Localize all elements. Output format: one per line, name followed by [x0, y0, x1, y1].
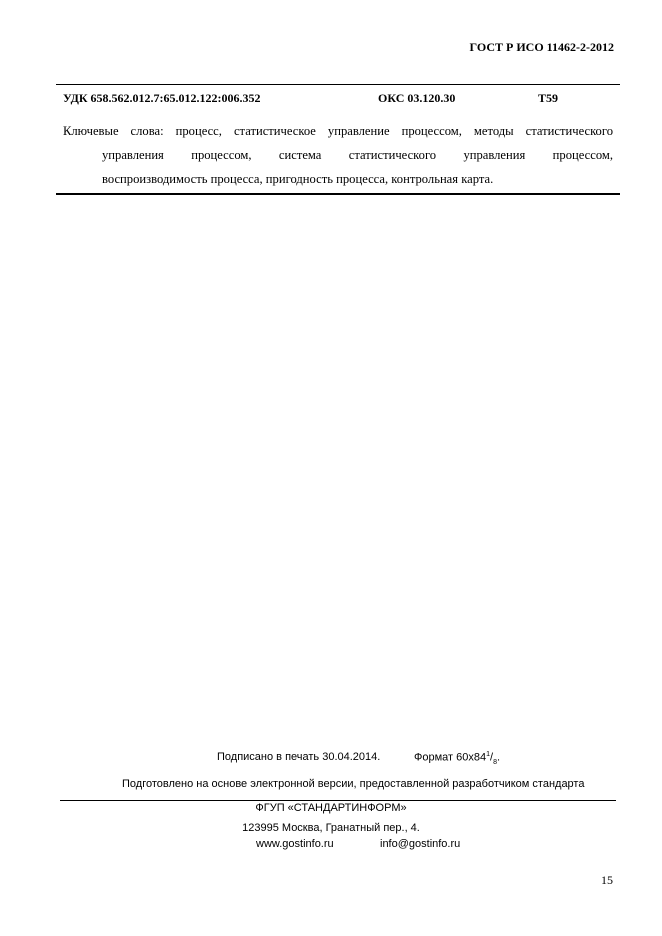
standard-code: ГОСТ Р ИСО 11462-2-2012 [469, 40, 614, 54]
format-prefix: Формат 60х84 [414, 751, 487, 764]
keywords-line: управления процессом, система статистического управления процессом, [102, 148, 613, 162]
signed-date: Подписано в печать 30.04.2014. [217, 751, 381, 763]
footer-divider [60, 800, 616, 801]
section-divider [56, 193, 620, 195]
keywords-block [63, 119, 613, 191]
paper-format: Формат $60х84^1/_8$. [414, 751, 501, 766]
udk-code: УДК 658.562.012.7:65.012.122:006.352 [63, 91, 261, 105]
format-denominator: 8 [493, 758, 497, 766]
format-suffix: . [496, 751, 501, 764]
publisher-name: ФГУП «СТАНДАРТИНФОРМ» [255, 802, 407, 814]
website-link[interactable]: www.gostinfo.ru [256, 838, 334, 850]
email-link[interactable]: info@gostinfo.ru [380, 838, 461, 850]
keywords-line: воспроизводимость процесса, пригодность процесса, контрольная карта. [102, 172, 494, 186]
keywords-line: Ключевые слова: процесс, статистическое управление процессом, методы статистического [63, 124, 613, 138]
top-divider [56, 84, 620, 85]
prepared-note: Подготовлено на основе электронной версии, предоставленной разработчиком стандарта [122, 778, 585, 790]
format-numerator: 1 [486, 751, 491, 758]
page-number: 15 [601, 873, 613, 887]
publisher-address: 123995 Москва, Гранатный пер., 4. [242, 822, 420, 834]
group-code: Т59 [538, 91, 559, 105]
oks-code: ОКС 03.120.30 [378, 91, 456, 105]
